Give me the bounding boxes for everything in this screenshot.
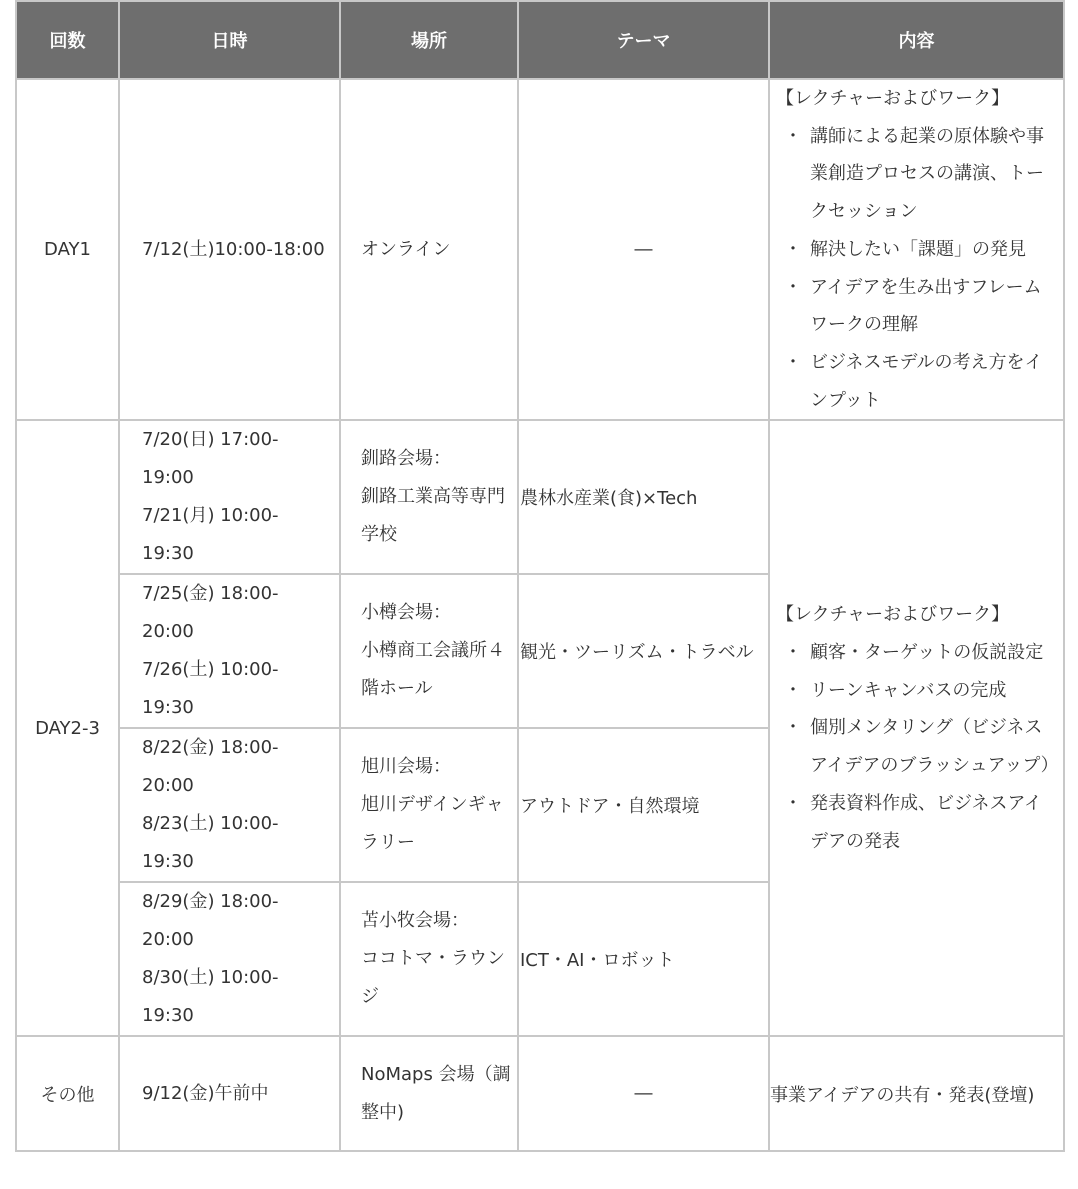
content-title: 【レクチャーおよびワーク】	[776, 604, 1010, 626]
content-title: 【レクチャーおよびワーク】	[776, 88, 1010, 109]
place-line: 釧路工業高等専門	[361, 486, 505, 508]
bullet-text: 個別メンタリング（ビジネスアイデアのブラッシュアップ）	[810, 717, 1059, 777]
date-line: 7/20(日) 17:00-	[142, 429, 279, 451]
list-item	[776, 269, 1063, 344]
place-line: 旭川会場：	[361, 756, 451, 778]
bullet-dot: ・	[784, 351, 802, 373]
time-line: 19:00	[142, 467, 194, 489]
place-line: ココトマ・ラウン	[361, 948, 505, 970]
date-line: 7/26(土) 10:00-	[142, 659, 279, 681]
time-line: 19:30	[142, 697, 194, 719]
bullet-text: 解決したい「課題」の発見	[810, 238, 1026, 260]
place-other	[340, 1036, 518, 1151]
place-line: ラリー	[361, 832, 415, 854]
time-line: 20:00	[142, 929, 194, 951]
theme-asahikawa: アウトドア・自然環境	[518, 728, 769, 882]
table-row-day23-kushiro	[16, 420, 1064, 574]
list-item	[776, 118, 1063, 231]
datetime-tomakomai	[119, 882, 340, 1036]
header-content: 内容	[769, 1, 1064, 79]
content-day23	[769, 420, 1064, 1036]
schedule-table	[15, 0, 1065, 1152]
date-line: 8/29(金) 18:00-	[142, 891, 279, 913]
bullet-dot: ・	[784, 238, 802, 260]
place-line: 階ホール	[361, 678, 433, 700]
place-line: 小樽会場：	[361, 602, 451, 624]
list-item	[776, 344, 1063, 419]
place-line: 釧路会場：	[361, 448, 451, 470]
round-other: その他	[16, 1036, 119, 1151]
place-asahikawa	[340, 728, 518, 882]
list-item	[776, 785, 1063, 860]
place-line: 苫小牧会場：	[361, 910, 469, 932]
theme-tomakomai: ICT・AI・ロボット	[518, 882, 769, 1036]
bullet-text: アイデアを生み出すフレームワークの理解	[810, 276, 1042, 336]
round-day1: DAY1	[16, 79, 119, 420]
bullet-dot: ・	[784, 717, 802, 739]
table-row-day1	[16, 79, 1064, 420]
bullet-text: リーンキャンバスの完成	[810, 679, 1007, 701]
list-item	[776, 709, 1063, 784]
list-item	[776, 634, 1063, 672]
theme-other: ―	[518, 1036, 769, 1151]
bullet-text: 発表資料作成、ビジネスアイデアの発表	[810, 792, 1042, 852]
place-line: 学校	[361, 524, 397, 546]
time-line: 19:30	[142, 543, 194, 565]
place-line: NoMaps 会場（調	[361, 1063, 511, 1085]
datetime-day1: 7/12(土)10:00-18:00	[119, 79, 340, 420]
time-line: 19:30	[142, 851, 194, 873]
place-kushiro	[340, 420, 518, 574]
time-line: 20:00	[142, 621, 194, 643]
bullet-dot: ・	[784, 679, 802, 701]
header-datetime: 日時	[119, 1, 340, 79]
date-line: 8/22(金) 18:00-	[142, 737, 279, 759]
theme-otaru: 観光・ツーリズム・トラベル	[518, 574, 769, 728]
datetime-other: 9/12(金)午前中	[119, 1036, 340, 1151]
header-row	[16, 1, 1064, 79]
date-line: 7/21(月) 10:00-	[142, 505, 279, 527]
time-line: 20:00	[142, 775, 194, 797]
datetime-kushiro	[119, 420, 340, 574]
bullet-dot: ・	[784, 276, 802, 298]
bullet-dot: ・	[784, 642, 802, 664]
header-place: 場所	[340, 1, 518, 79]
header-round: 回数	[16, 1, 119, 79]
bullet-dot: ・	[784, 125, 802, 147]
place-line: 旭川デザインギャ	[361, 794, 504, 816]
bullet-dot: ・	[784, 792, 802, 814]
place-line: ジ	[361, 986, 379, 1008]
datetime-otaru	[119, 574, 340, 728]
content-day1	[769, 79, 1064, 420]
content-other: 事業アイデアの共有・発表(登壇)	[769, 1036, 1064, 1151]
table-row-other	[16, 1036, 1064, 1151]
place-otaru	[340, 574, 518, 728]
place-day1: オンライン	[340, 79, 518, 420]
place-line: 整中)	[361, 1101, 405, 1123]
bullet-text: 講師による起業の原体験や事業創造プロセスの講演、トークセッション	[810, 125, 1044, 223]
date-line: 8/30(土) 10:00-	[142, 967, 279, 989]
date-line: 8/23(土) 10:00-	[142, 813, 279, 835]
time-line: 19:30	[142, 1005, 194, 1027]
list-item	[776, 672, 1063, 710]
theme-kushiro: 農林水産業(食)×Tech	[518, 420, 769, 574]
date-line: 7/25(金) 18:00-	[142, 583, 279, 605]
bullet-text: ビジネスモデルの考え方をインプット	[810, 351, 1043, 411]
round-day23: DAY2-3	[16, 420, 119, 1036]
theme-day1: ―	[518, 79, 769, 420]
place-tomakomai	[340, 882, 518, 1036]
datetime-asahikawa	[119, 728, 340, 882]
list-item	[776, 231, 1063, 269]
bullet-text: 顧客・ターゲットの仮説設定	[810, 642, 1044, 664]
header-theme: テーマ	[518, 1, 769, 79]
place-line: 小樽商工会議所４	[361, 640, 505, 662]
